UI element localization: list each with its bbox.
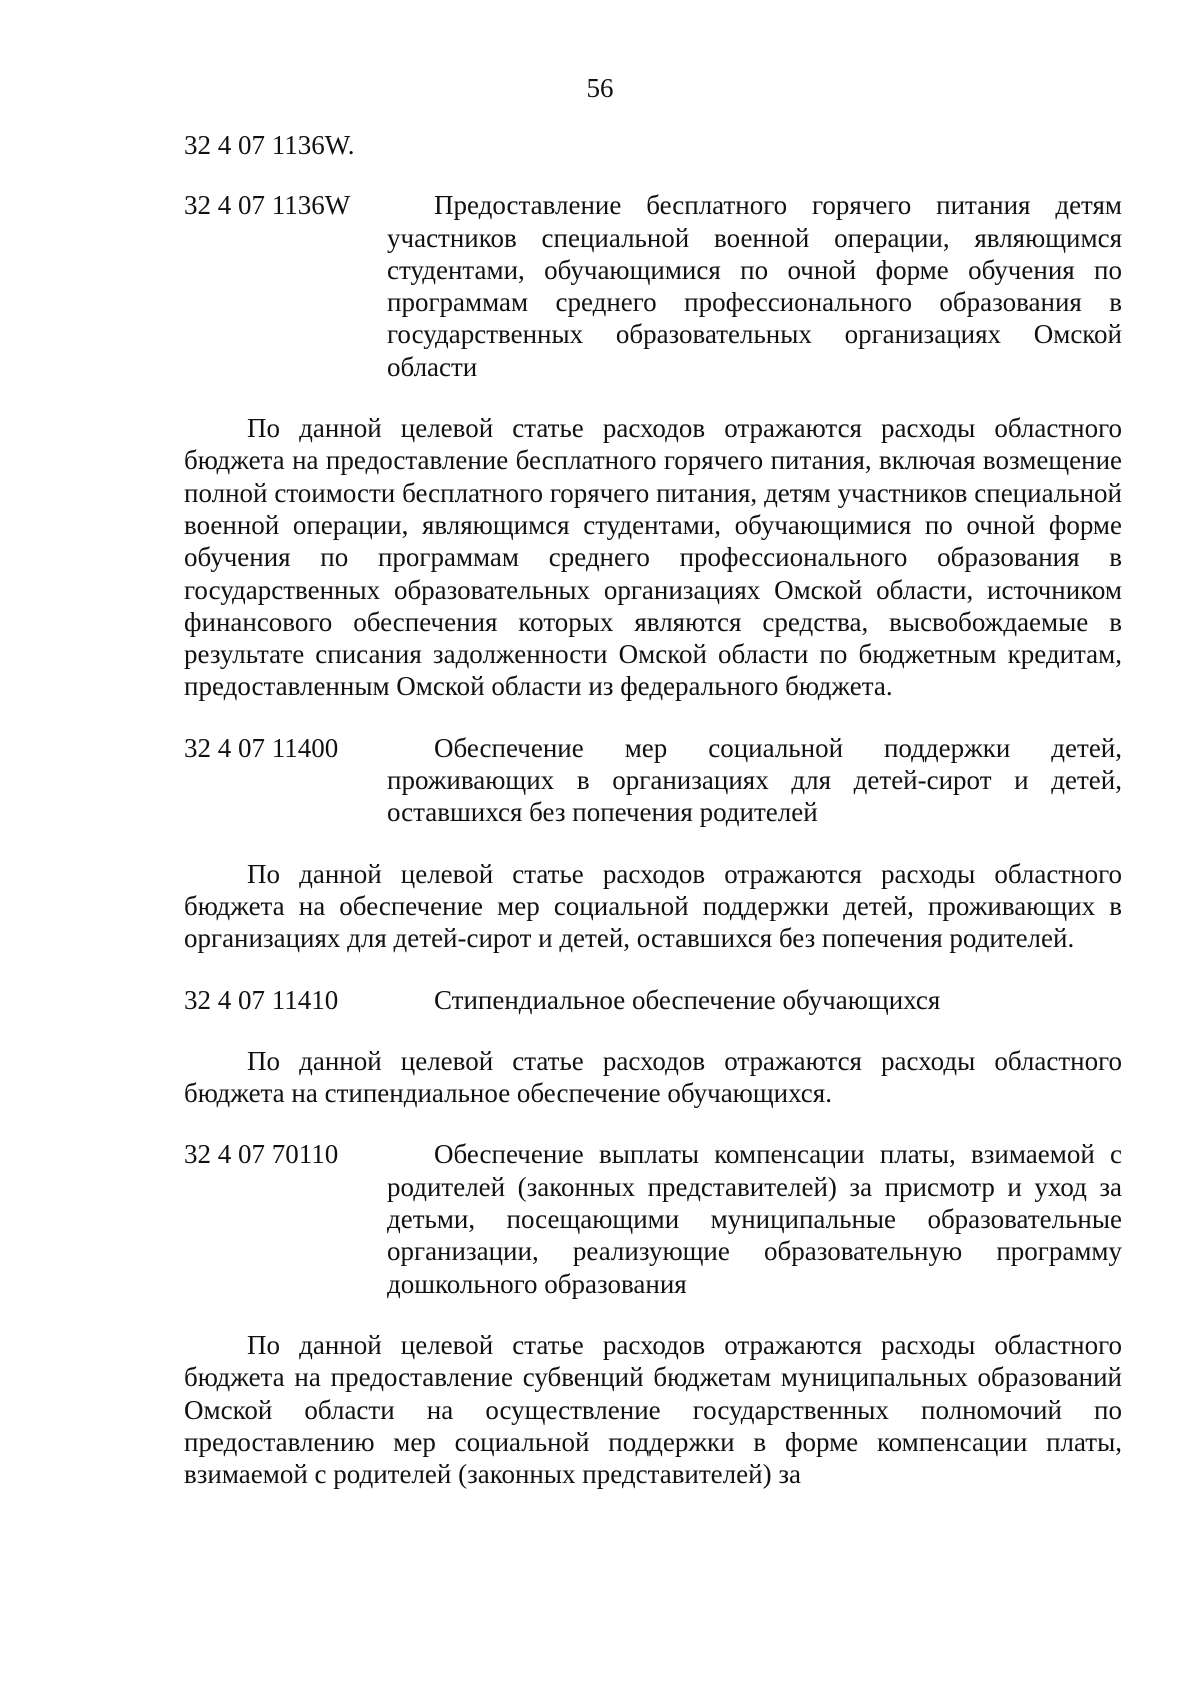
section-code: 32 4 07 1136W: [184, 190, 351, 221]
section-title: Стипендиальное обеспечение обучающихся: [434, 984, 941, 1015]
section-title: Обеспечение выплаты компенсации платы, взимаемой с родителей (законных представителей) за присмотр и уход за детьми, посещающими муниципальные образовательные организации, реализующие образовательную программу дошкольного образования: [387, 1139, 1122, 1299]
page-content: [184, 129, 1122, 1490]
section-description: По данной целевой статье расходов отражаются расходы областного бюджета на предоставление бесплатного горячего питания, включая возмещение полной стоимости бесплатного горячего питания, детям участников специальной военной операции, являющимся студентами, обучающимися по очной форме обучения по программам среднего профессионального образования в государственных образовательных организациях Омской области, источником финансового обеспечения которых являются средства, высвобождаемые в результате списания задолженности Омской области по бюджетным кредитам, предоставленным Омской области из федерального бюджета.: [184, 413, 1122, 702]
page-number: 56: [586, 73, 614, 103]
section-entry-11400: [184, 732, 1122, 829]
section-title: Обеспечение мер социальной поддержки детей, проживающих в организациях для детей-сирот и детей, оставшихся без попечения родителей: [387, 732, 1122, 828]
section-code: 32 4 07 11400: [184, 732, 339, 763]
section-description: По данной целевой статье расходов отражаются расходы областного бюджета на стипендиальное обеспечение обучающихся.: [184, 1045, 1122, 1109]
lead-code: 32 4 07 1136W.: [184, 130, 355, 160]
section-entry-11410: [184, 984, 1122, 1016]
section-description: По данной целевой статье расходов отражаются расходы областного бюджета на обеспечение мер социальной поддержки детей, проживающих в организациях для детей-сирот и детей, оставшихся без попечения родителей.: [184, 858, 1122, 954]
section-code: 32 4 07 70110: [184, 1139, 339, 1170]
section-entry-70110: [184, 1138, 1122, 1299]
section-code: 32 4 07 11410: [184, 984, 339, 1015]
section-entry-1136w: [184, 189, 1122, 383]
section-title: Предоставление бесплатного горячего питания детям участников специальной военной операции, являющимся студентами, обучающимися по очной форме обучения по программам среднего профессионального образования в государственных образовательных организациях Омской области: [387, 190, 1122, 382]
section-description: По данной целевой статье расходов отражаются расходы областного бюджета на предоставление субвенций бюджетам муниципальных образований Омской области на осуществление государственных полномочий по предоставлению мер социальной поддержки в форме компенсации платы, взимаемой с родителей (законных представителей) за: [184, 1329, 1122, 1490]
